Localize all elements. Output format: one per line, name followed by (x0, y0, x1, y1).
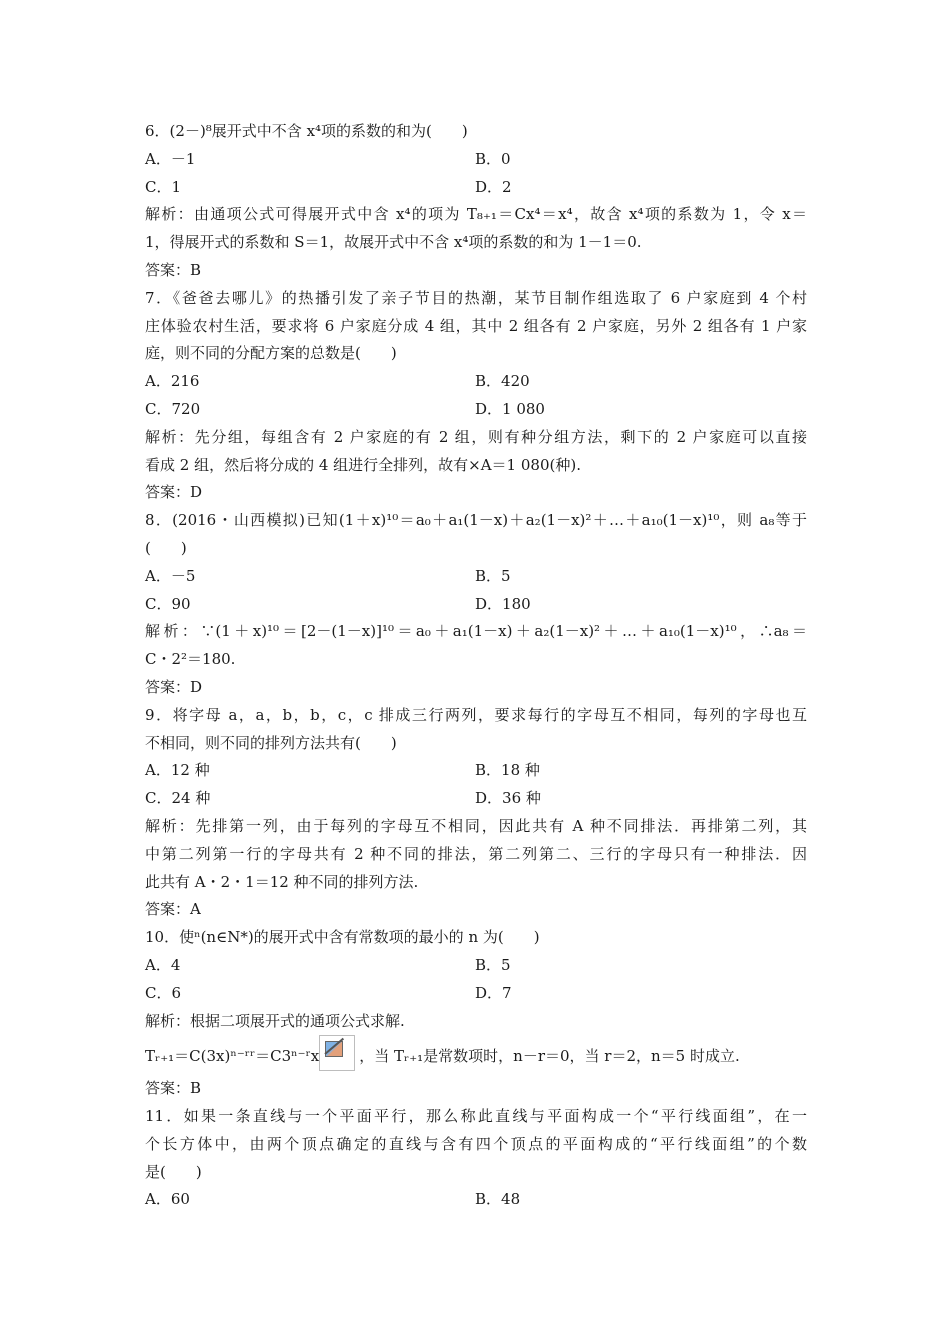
answer-options-row (145, 980, 807, 1008)
text-line: 答案：D (145, 677, 203, 696)
text-line: 答案：B (145, 1079, 202, 1098)
option-right: B．420 (475, 372, 530, 391)
formula-line (145, 1035, 807, 1075)
text-line: 此共有 A・2・1＝12 种不同的排列方法. (145, 872, 419, 891)
text-line: 庄体验农村生活，要求将 6 户家庭分成 4 组，其中 2 组各有 2 户家庭，另外 2 组各有 1 户家 (145, 316, 807, 335)
text-line: 不相同，则不同的排列方法共有( ) (145, 733, 397, 752)
option-left: A．－1 (145, 149, 196, 168)
answer-options-row (145, 563, 807, 591)
answer-options-row (145, 146, 807, 174)
option-left: C．90 (145, 594, 191, 613)
formula-text-tail: ，当 Tᵣ₊₁是常数项时，n－r＝0，当 r＝2，n＝5 时成立. (359, 1047, 740, 1066)
option-left: C．24 种 (145, 789, 211, 808)
text-line: 个长方体中，由两个顶点确定的直线与含有四个顶点的平面构成的“平行线面组”的个数 (145, 1134, 807, 1153)
text-line: 10．使ⁿ(n∈N*)的展开式中含有常数项的最小的 n 为( ) (145, 928, 540, 947)
text-line: 解析：先分组，每组含有 2 户家庭的有 2 组，则有种分组方法，剩下的 2 户家庭可以直接 (145, 427, 807, 446)
option-right: D．2 (475, 177, 512, 196)
option-left: A．60 (145, 1190, 190, 1209)
option-right: D．1 080 (475, 399, 545, 418)
option-right: D．36 种 (475, 789, 541, 808)
answer-options-row (145, 1186, 807, 1214)
option-right: D．180 (475, 594, 531, 613)
text-line: 解析：∵(1＋x)¹⁰＝[2－(1－x)]¹⁰＝a₀＋a₁(1－x)＋a₂(1－x)²＋…＋a₁₀(1－x)¹⁰，∴a₈＝ (145, 622, 807, 641)
text-line: 解析：先排第一列，由于每列的字母互不相同，因此共有 A 种不同排法．再排第二列，其 (145, 816, 807, 835)
option-right: B．0 (475, 149, 511, 168)
option-right: B．5 (475, 566, 511, 585)
option-left: A．－5 (145, 566, 196, 585)
text-line: 答案：A (145, 900, 201, 919)
text-line: ( ) (145, 538, 187, 557)
text-line: 答案：B (145, 260, 202, 279)
option-left: A．4 (145, 955, 181, 974)
text-line: 看成 2 组，然后将分成的 4 组进行全排列，故有×A＝1 080(种). (145, 455, 581, 474)
option-left: A．216 (145, 372, 200, 391)
text-line: 9．将字母 a，a，b，b，c，c 排成三行两列，要求每行的字母互不相同，每列的字母也互 (145, 705, 807, 724)
option-right: B．18 种 (475, 761, 540, 780)
text-line: 答案：D (145, 483, 203, 502)
answer-options-row (145, 368, 807, 396)
broken-image-icon (319, 1035, 355, 1071)
text-line: 8．(2016・山西模拟)已知(1＋x)¹⁰＝a₀＋a₁(1－x)＋a₂(1－x)²＋…＋a₁₀(1－x)¹⁰，则 a₈等于 (145, 511, 807, 530)
answer-options-row (145, 757, 807, 785)
answer-options-row (145, 174, 807, 202)
text-line: C・2²＝180. (145, 650, 236, 669)
formula-text: Tᵣ₊₁＝C(3x)ⁿ⁻ʳʳ＝C3ⁿ⁻ʳx (145, 1047, 320, 1066)
option-right: B．5 (475, 955, 511, 974)
text-line: 11．如果一条直线与一个平面平行，那么称此直线与平面构成一个“平行线面组”，在一 (145, 1107, 807, 1126)
text-line: 1，得展开式的系数和 S＝1，故展开式中不含 x⁴项的系数的和为 1－1＝0. (145, 233, 642, 252)
option-left: C．6 (145, 983, 182, 1002)
document-page (145, 118, 807, 1214)
text-line: 庭，则不同的分配方案的总数是( ) (145, 344, 397, 363)
answer-options-row (145, 785, 807, 813)
option-left: C．1 (145, 177, 182, 196)
answer-options-row (145, 396, 807, 424)
text-line: 7．《爸爸去哪儿》的热播引发了亲子节目的热潮，某节目制作组选取了 6 户家庭到 4 个村 (145, 288, 807, 307)
text-line: 解析：根据二项展开式的通项公式求解. (145, 1011, 405, 1030)
answer-options-row (145, 952, 807, 980)
answer-options-row (145, 591, 807, 619)
option-right: D．7 (475, 983, 512, 1002)
option-left: C．720 (145, 399, 201, 418)
option-left: A．12 种 (145, 761, 210, 780)
option-right: B．48 (475, 1190, 521, 1209)
text-line: 是( ) (145, 1162, 202, 1181)
text-line: 解析：由通项公式可得展开式中含 x⁴的项为 T₈₊₁＝Cx⁴＝x⁴，故含 x⁴项的系数为 1，令 x＝ (145, 205, 807, 224)
text-line: 中第二列第一行的字母共有 2 种不同的排法，第二列第二、三行的字母只有一种排法．因 (145, 844, 807, 863)
text-line: 6．(2－)⁸展开式中不含 x⁴项的系数的和为( ) (145, 122, 468, 140)
